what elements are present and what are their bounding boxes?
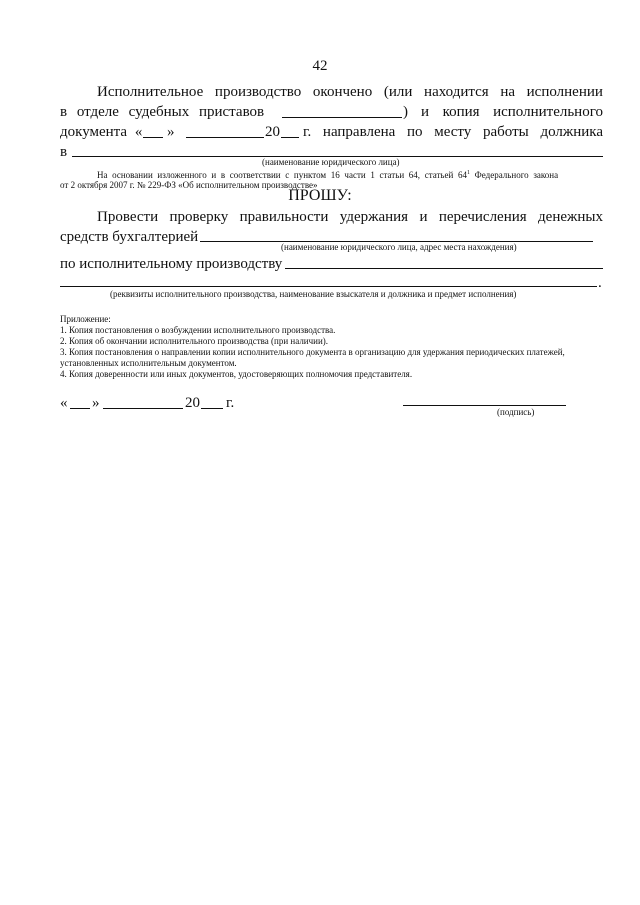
word: окончено <box>312 84 373 100</box>
word: по <box>407 124 423 140</box>
doc-day-blank[interactable] <box>143 137 163 138</box>
enforcement-proceeding-blank[interactable] <box>285 268 603 269</box>
sign-month-blank[interactable] <box>103 408 183 409</box>
request-heading: ПРОШУ: <box>288 187 352 204</box>
caption-address: (наименование юридического лица, адрес места нахождения) <box>281 242 517 252</box>
para1-line2-paren: ) <box>403 104 408 120</box>
para1-line3-year: 20 <box>265 124 280 140</box>
para1-line4-start: в <box>60 144 68 160</box>
signature-caption: (подпись) <box>497 407 535 417</box>
attachments-title: Приложение: <box>60 314 111 324</box>
caption-proceeding-details: (реквизиты исполнительного производства, наименование взыскателя и должника и предмет исполнения) <box>110 289 517 299</box>
attachment-item: 1. Копия постановления о возбуждении исполнительного производства. <box>60 325 336 335</box>
word: перечисления <box>438 209 527 225</box>
request-line1 <box>97 207 603 227</box>
bailiff-department-blank[interactable] <box>282 117 402 118</box>
footer-close-quote: » <box>92 395 100 411</box>
word: (или <box>383 84 413 100</box>
word: производство <box>214 84 302 100</box>
word: исполнительного <box>493 104 603 120</box>
basis-superscript: 1 <box>467 170 470 176</box>
word: Исполнительное <box>97 84 204 100</box>
para1-line1 <box>97 82 603 102</box>
para1-line2-left: в отделе судебных приставов <box>60 104 265 120</box>
signature-blank[interactable] <box>403 405 566 406</box>
basis-line1 <box>97 170 558 180</box>
basis-line2: от 2 октября 2007 г. № 229-ФЗ «Об исполнительном производстве» <box>60 180 318 190</box>
para1-line3-right <box>303 122 603 142</box>
doc-year-blank[interactable] <box>281 137 299 138</box>
request-line4-period: . <box>598 275 602 291</box>
basis-text-end: Федерального закона <box>470 170 559 180</box>
word: месту <box>434 124 472 140</box>
sign-day-blank[interactable] <box>70 408 90 409</box>
word: г. <box>303 124 312 140</box>
footer-open-quote: « <box>60 395 68 411</box>
para1-line3-start: документа « <box>60 124 143 140</box>
footer-year: 20 <box>185 395 200 411</box>
caption-legal-entity: (наименование юридического лица) <box>262 157 400 167</box>
word: исполнении <box>526 84 603 100</box>
attachment-item: 2. Копия об окончании исполнительного производства (при наличии). <box>60 336 329 346</box>
attachment-item: установленных исполнительным документом. <box>60 358 237 368</box>
request-line3-start: по исполнительному производству <box>60 256 283 272</box>
word: правильности <box>239 209 329 225</box>
para1-line3-quote: » <box>167 124 175 140</box>
page-number: 42 <box>312 58 328 74</box>
word: и <box>419 209 428 225</box>
word: направлена <box>322 124 396 140</box>
word: копия <box>442 104 480 120</box>
word: денежных <box>538 209 603 225</box>
word: работы <box>483 124 529 140</box>
attachment-item: 4. Копия доверенности или иных документов, удостоверяющих полномочия представителя. <box>60 369 413 379</box>
word: удержания <box>339 209 409 225</box>
para1-line2-right <box>421 102 603 122</box>
footer-g: г. <box>226 395 235 411</box>
basis-text: На основании изложенного и в соответствии с пунктом 16 части 1 статьи 64, статьей 64 <box>97 170 467 180</box>
sign-year-blank[interactable] <box>201 408 223 409</box>
word: и <box>421 104 430 120</box>
word: проверку <box>169 209 229 225</box>
word: на <box>500 84 516 100</box>
request-line2-start: средств бухгалтерией <box>60 229 199 245</box>
attachment-item: 3. Копия постановления о направлении копии исполнительного документа в организацию для удержания периодических платежей, <box>60 347 565 357</box>
word: должника <box>540 124 603 140</box>
word: Провести <box>97 209 159 225</box>
doc-month-blank[interactable] <box>186 137 264 138</box>
proceeding-details-blank[interactable] <box>60 286 597 287</box>
word: находится <box>424 84 489 100</box>
